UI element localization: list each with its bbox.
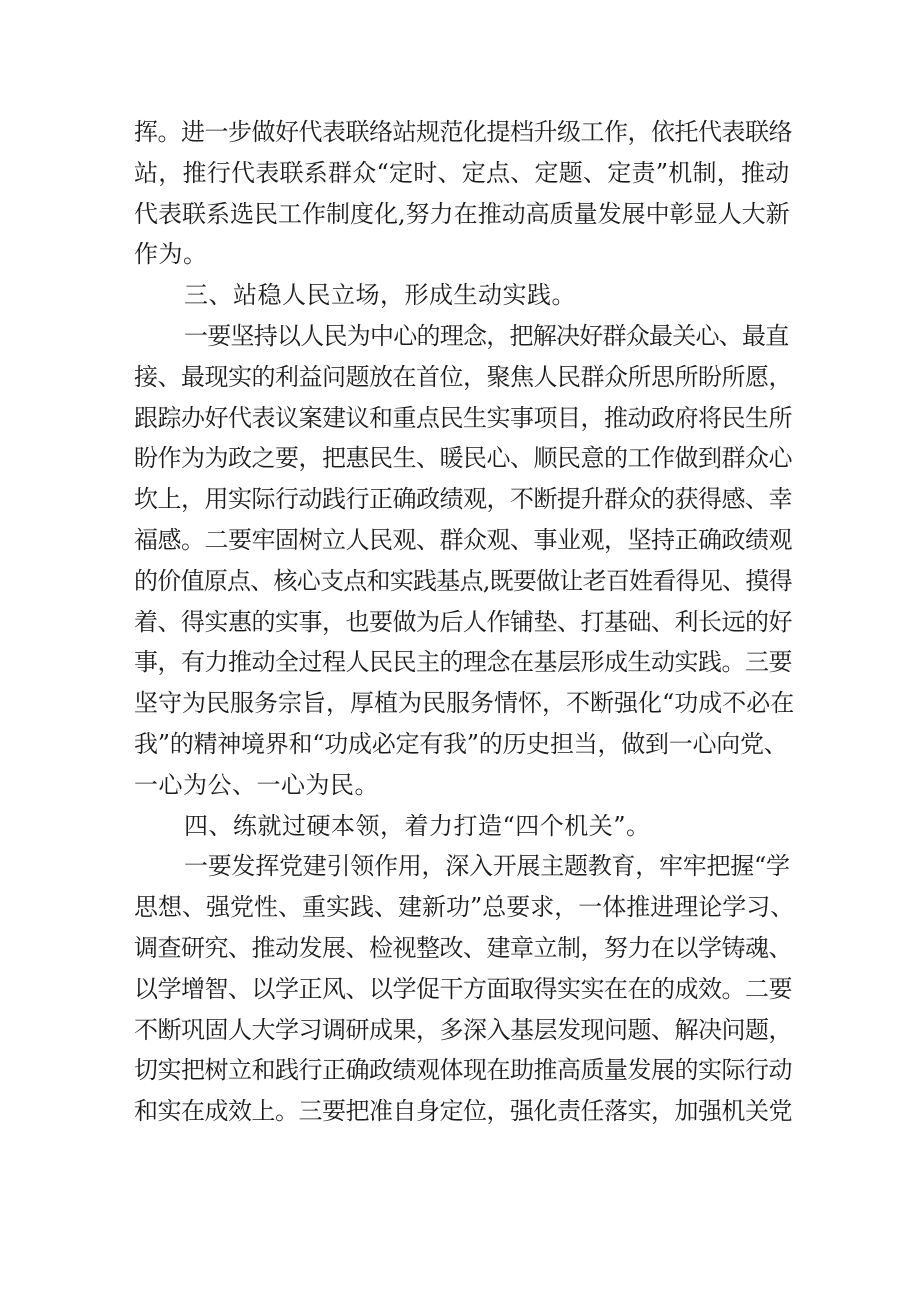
text-line: 坎上，用实际行动践行正确政绩观，不断提升群众的获得感、幸 — [134, 485, 792, 514]
text-line: 福感。二要牢固树立人民观、群众观、事业观，坚持正确政绩观 — [134, 525, 792, 554]
text-line: 接、最现实的利益问题放在首位，聚焦人民群众所思所盼所愿， — [134, 362, 792, 391]
text-line: 切实把树立和践行正确政绩观体现在助推高质量发展的实际行动 — [134, 1056, 792, 1085]
text-line: 挥。进一步做好代表联络站规范化提档升级工作，依托代表联络 — [134, 118, 792, 146]
text-line: 站，推行代表联系群众“定时、定点、定题、定责”机制，推动 — [134, 158, 790, 187]
text-line: 代表联系选民工作制度化,努力在推动高质量发展中彰显人大新 — [134, 199, 790, 228]
text-line: 着、得实惠的实事，也要做为后人作铺垫、打基础、利长远的好 — [134, 607, 792, 636]
text-line: 的价值原点、核心支点和实践基点,既要做让老百姓看得见、摸得 — [134, 566, 792, 595]
text-line: 一心为公、一心为民。 — [134, 770, 379, 799]
text-line: 盼作为为政之要，把惠民生、暖民心、顺民意的工作做到群众心 — [134, 444, 792, 473]
text-line: 和实在成效上。三要把准自身定位，强化责任落实，加强机关党 — [134, 1097, 792, 1126]
text-line: 作为。 — [134, 240, 208, 269]
text-line: 思想、强党性、重实践、建新功”总要求，一体推进理论学习、 — [134, 893, 795, 922]
text-line: 事，有力推动全过程人民民主的理念在基层形成生动实践。三要 — [134, 648, 792, 677]
text-line: 一要发挥党建引领作用，深入开展主题教育，牢牢把握“学 — [184, 852, 790, 881]
text-line: 坚守为民服务宗旨，厚植为民服务情怀，不断强化“功成不必在 — [134, 689, 795, 718]
text-line: 四、练就过硬本领，着力打造“四个机关”。 — [184, 811, 651, 840]
body-text — [134, 112, 794, 1132]
text-line: 我”的精神境界和“功成必定有我”的历史担当，做到一心向党、 — [134, 729, 788, 758]
text-line: 跟踪办好代表议案建议和重点民生实事项目，推动政府将民生所 — [134, 403, 792, 432]
text-line: 一要坚持以人民为中心的理念，把解决好群众最关心、最直 — [184, 321, 789, 350]
text-line: 以学增智、以学正风、以学促干方面取得实实在在的成效。二要 — [134, 974, 792, 1003]
text-line: 不断巩固人大学习调研成果，多深入基层发现问题、解决问题， — [134, 1015, 792, 1044]
text-line: 调查研究、推动发展、检视整改、建章立制，努力在以学铸魂、 — [134, 933, 792, 962]
text-line: 三、站稳人民立场，形成生动实践。 — [184, 281, 576, 310]
